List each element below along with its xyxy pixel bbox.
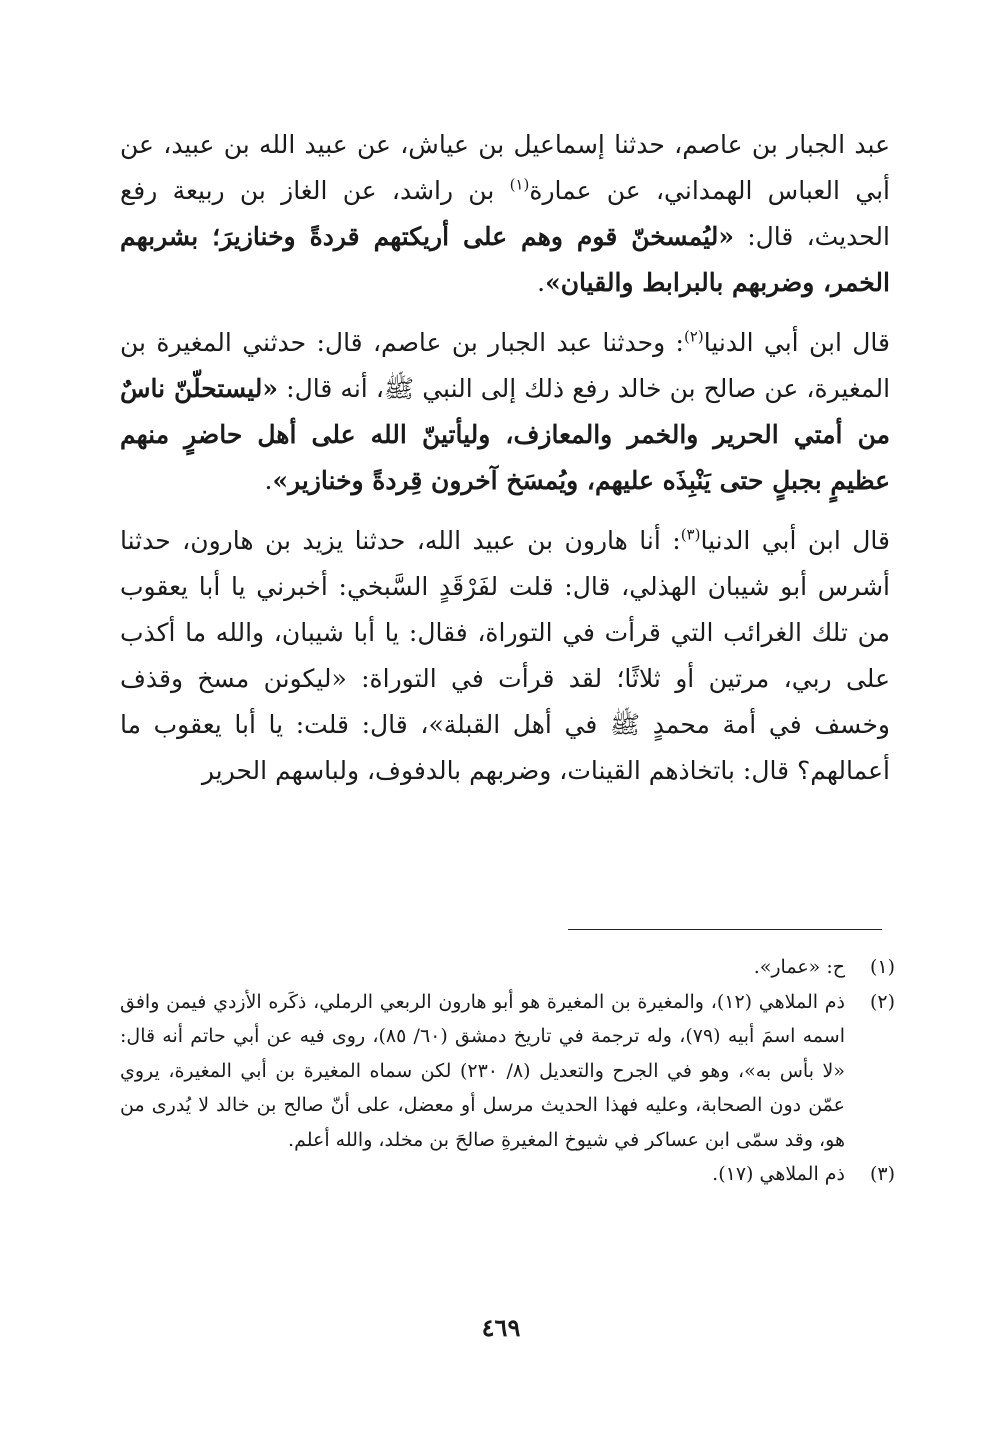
hadith-quote-1: «ليُمسخنّ قوم وهم على أريكتهم قردةً وخنازيرَ؛ بشربهم الخمر، وضربهم بالبرابط والقيان» — [120, 222, 890, 297]
paragraph-3-middle: : أنا هارون بن عبيد الله، حدثنا يزيد بن هارون، حدثنا أشرس أبو شيبان الهذلي، قال: قلت لفَرْقَدٍ السَّبخي: أخبرني يا أبا يعقوب من تلك الغرائب التي قرأت في التوراة، فقال: يا أبا شيبان، والله ما أكذب على ربي، مرتين أو ثلاثًا؛ لقد قرأت في التوراة: «ليكونن مسخ وقذف وخسف في أمة محمدٍ ﷺ في أهل القبلة»، قال: قلت: يا أبا يعقوب ما أعمالهم؟ قال: باتخاذهم القينات، وضربهم بالدفوف، ولباسهم الحرير — [120, 526, 890, 785]
paragraph-2-middle: : وحدثنا عبد الجبار بن عاصم، قال: حدثني المغيرة بن المغيرة، عن صالح بن خالد رفع ذلك إلى النبي ﷺ، أنه قال: — [120, 328, 891, 403]
hadith-quote-2: «ليستحلّنّ ناسٌ من أمتي الحرير والخمر والمعازف، وليأتينّ الله على أهل حاضرٍ منهم عظيمٍ بجبلٍ حتى يَنْبِذَه عليهم، ويُمسَخ آخرون قِردةً وخنازير» — [120, 374, 890, 495]
footnote-number: (١) — [869, 956, 895, 978]
page-number: ٤٦٩ — [481, 1313, 521, 1342]
footnote-3 — [120, 1157, 895, 1192]
footnote-2 — [120, 985, 895, 1158]
footnote-text: ح: «عمار». — [753, 956, 845, 978]
footnotes — [120, 950, 895, 1192]
footnote-ref-2: (٢) — [683, 327, 704, 346]
paragraph-2-end: . — [264, 466, 273, 495]
paragraph-3 — [120, 518, 890, 794]
paragraph-1 — [120, 122, 890, 306]
footnote-text: ذم الملاهي (١٧). — [712, 1163, 845, 1185]
paragraph-1-intro: عبد الجبار بن عاصم، حدثنا إسماعيل بن عياش، عن عبيد الله بن عبيد، عن أبي العباس الهمداني، عن عمارة — [120, 130, 890, 205]
footnote-text: ذم الملاهي (١٢)، والمغيرة بن المغيرة هو أبو هارون الربعي الرملي، ذكَره الأزدي فيمن وافق اسمه اسمَ أبيه (٧٩)، وله ترجمة في تاريخ دمشق (٦٠/ ٨٥)، روى فيه عن أبي حاتم أنه قال: «لا بأس به»، وهو في الجرح والتعديل (٨/ ٢٣٠) لكن سماه المغيرة بن أبي المغيرة، يروي عمّن دون الصحابة، وعليه فهذا الحديث مرسل أو معضل، على أنّ صالح بن خالد لا يُدرى من هو، وقد سمّى ابن عساكر في شيوخ المغيرةِ صالحَ بن مخلد، والله أعلم. — [120, 990, 845, 1151]
footnote-1 — [120, 950, 895, 985]
main-text — [120, 122, 890, 808]
paragraph-2 — [120, 320, 890, 504]
paragraph-2-intro: قال ابن أبي الدنيا — [703, 328, 890, 357]
footnote-ref-3: (٣) — [680, 525, 701, 544]
footnote-separator — [568, 929, 882, 930]
paragraph-1-end: . — [537, 268, 546, 297]
footnote-number: (٣) — [869, 1163, 895, 1185]
footnote-number: (٢) — [869, 990, 895, 1013]
paragraph-1-middle: بن راشد، عن الغاز بن ربيعة رفع الحديث، قال: — [120, 176, 890, 251]
paragraph-3-intro: قال ابن أبي الدنيا — [700, 526, 891, 555]
footnote-ref-1: (١) — [509, 175, 530, 194]
